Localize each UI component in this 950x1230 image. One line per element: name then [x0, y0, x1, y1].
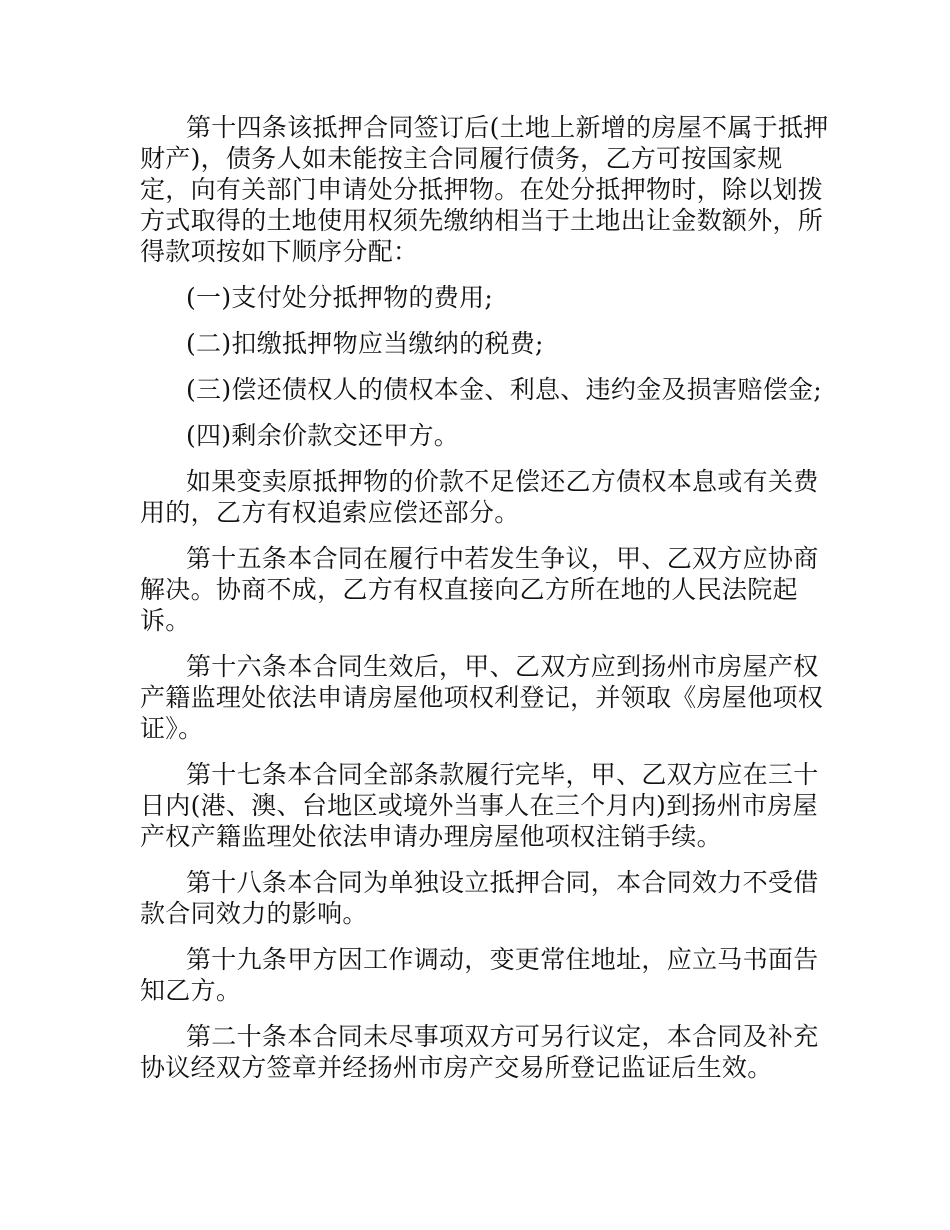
paragraph-article-15: 第十五条本合同在履行中若发生争议，甲、乙双方应协商解决。协商不成，乙方有权直接向乙方所在地的人民法院起诉。 — [140, 544, 819, 635]
document-body — [140, 112, 830, 1098]
paragraph-article-14: 第十四条该抵押合同签订后(土地上新增的房屋不属于抵押财产)，债务人如未能按主合同履行债务，乙方可按国家规定，向有关部门申请处分抵押物。在处分抵押物时，除以划拨方式取得的土地使用权须先缴纳相当于土地出让金数额外，所得款项按如下顺序分配： — [140, 113, 829, 266]
paragraph-article-18: 第十八条本合同为单独设立抵押合同，本合同效力不受借款合同效力的影响。 — [140, 868, 819, 928]
paragraph-article-17: 第十七条本合同全部条款履行完毕，甲、乙双方应在三十日内(港、澳、台地区或境外当事人在三个月内)到扬州市房屋产权产籍监理处依法申请办理房屋他项权注销手续。 — [140, 760, 819, 851]
paragraph-item-1: (一)支付处分抵押物的费用; — [186, 283, 494, 312]
paragraph-item-2: (二)扣缴抵押物应当缴纳的税费; — [186, 329, 544, 358]
paragraph-article-19: 第十九条甲方因工作调动，变更常住地址，应立马书面告知乙方。 — [140, 945, 819, 1005]
paragraph-shortfall: 如果变卖原抵押物的价款不足偿还乙方债权本息或有关费用的，乙方有权追索应偿还部分。 — [140, 467, 819, 527]
paragraph-item-3: (三)偿还债权人的债权本金、利息、违约金及损害赔偿金; — [186, 375, 823, 404]
paragraph-article-20: 第二十条本合同未尽事项双方可另行议定，本合同及补充协议经双方签章并经扬州市房产交易所登记监证后生效。 — [140, 1022, 819, 1082]
paragraph-article-16: 第十六条本合同生效后，甲、乙双方应到扬州市房屋产权产籍监理处依法申请房屋他项权利登记，并领取《房屋他项权证》。 — [140, 652, 824, 743]
paragraph-item-4: (四)剩余价款交还甲方。 — [186, 421, 460, 450]
